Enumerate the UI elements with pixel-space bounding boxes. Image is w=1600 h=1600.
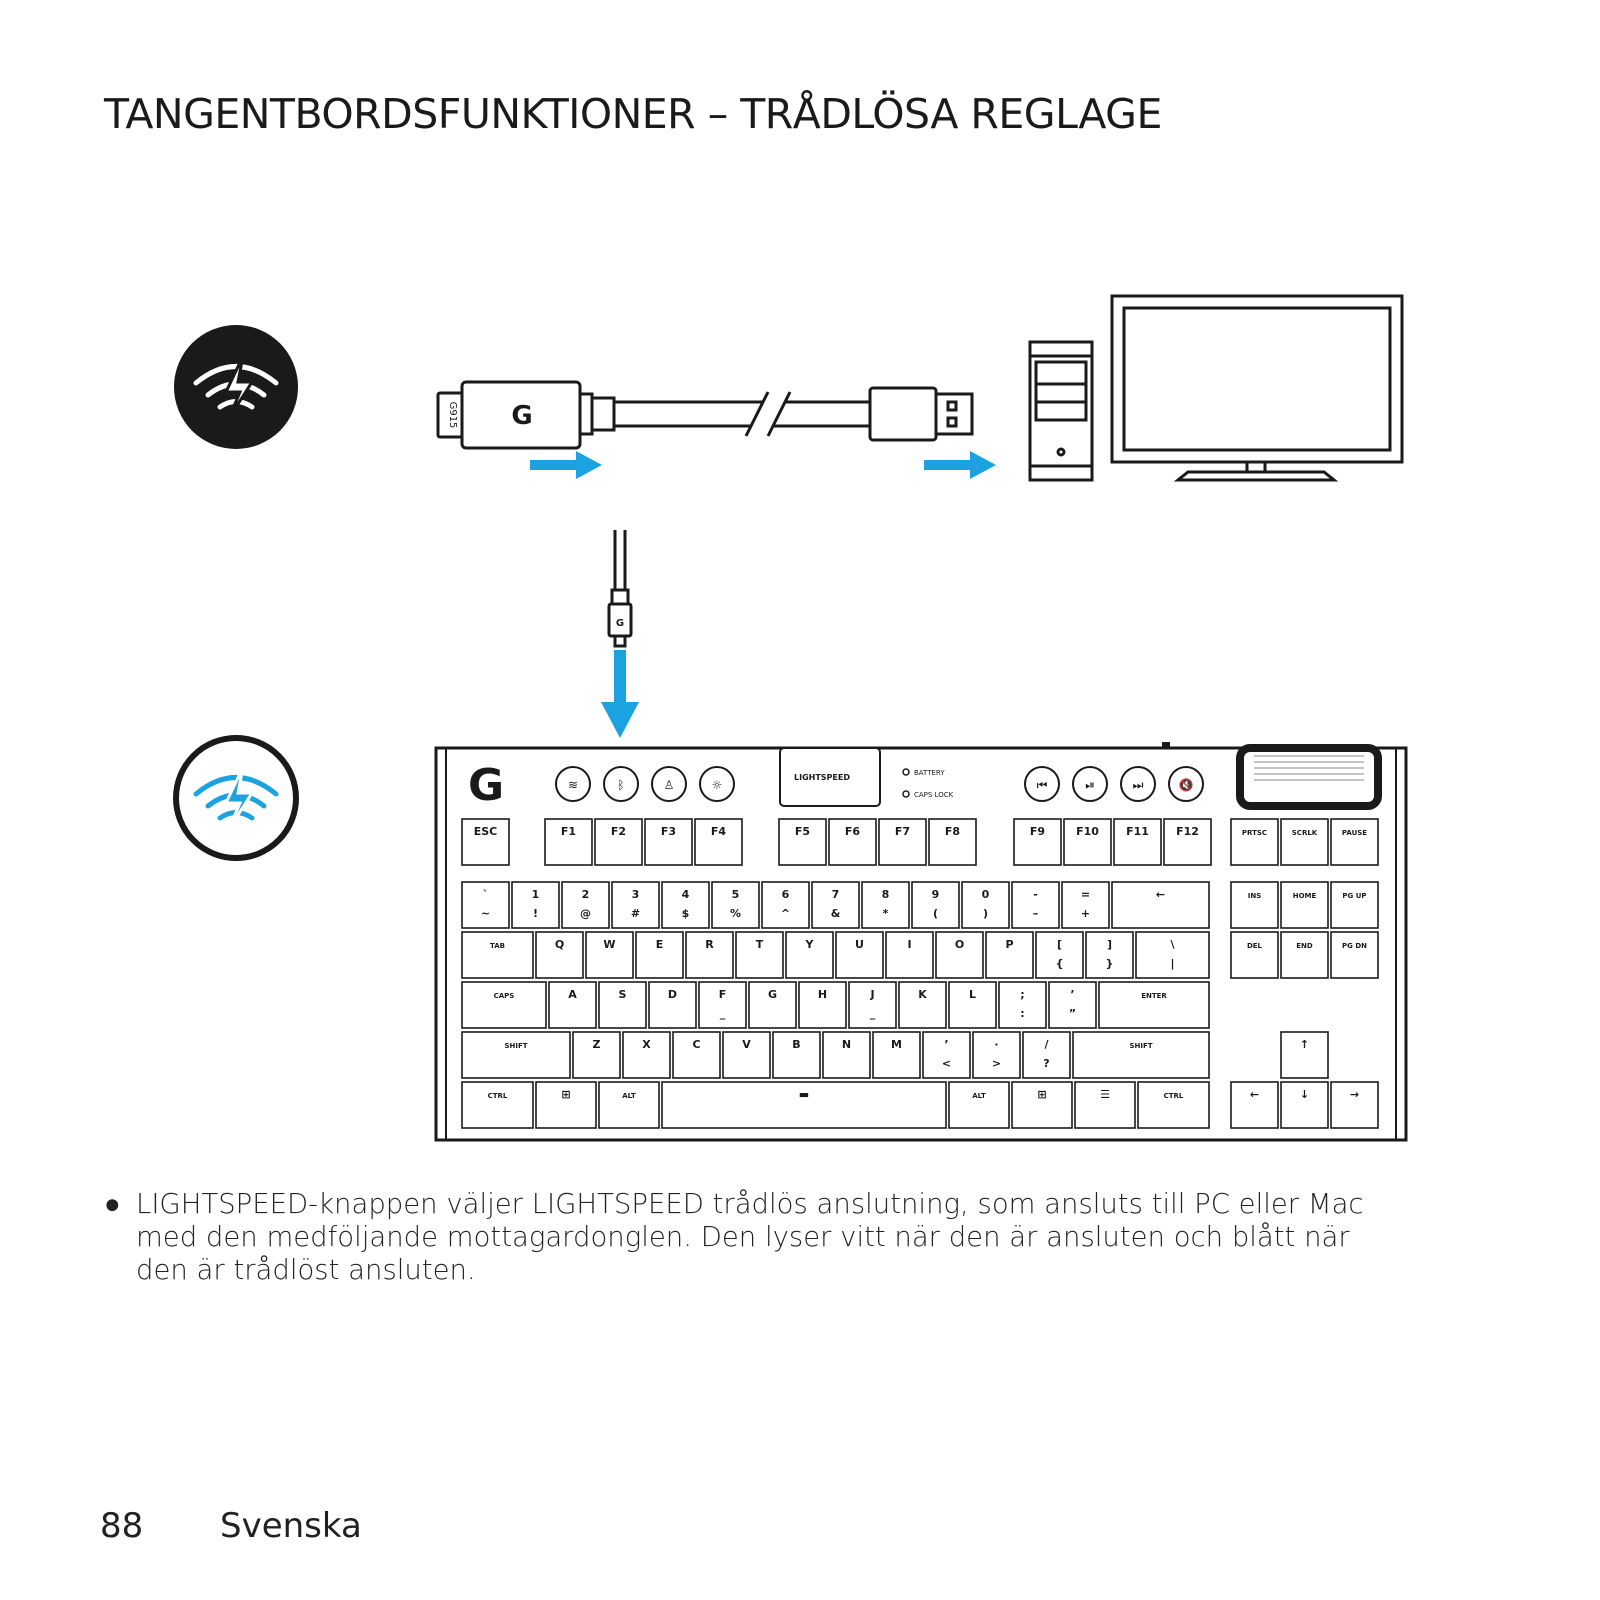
key-label: DEL <box>1246 942 1263 950</box>
key-label: 2 <box>581 888 590 901</box>
key-label: PG DN <box>1342 942 1367 950</box>
key-label: N <box>841 1038 852 1051</box>
key-label: Z <box>592 1038 601 1051</box>
receiver-dongle <box>438 382 614 448</box>
key-label: F1 <box>560 825 577 838</box>
usb-extension-cable <box>614 388 972 440</box>
key-sublabel: # <box>630 907 641 920</box>
key-nav <box>1231 932 1278 978</box>
key-label: ▬ <box>798 1088 810 1101</box>
key-label: X <box>642 1038 651 1051</box>
key-label: CTRL <box>487 1092 508 1100</box>
lightspeed-wireless-icon-dark <box>174 325 298 449</box>
key-label: ALT <box>622 1092 636 1100</box>
key-label: ← <box>1249 1088 1260 1101</box>
key-label: CTRL <box>1163 1092 1184 1100</box>
key-label: F <box>718 988 727 1001</box>
key-alt-right <box>949 1082 1009 1128</box>
key-label: U <box>855 938 864 951</box>
sun-icon: ☼ <box>711 778 723 792</box>
bluetooth-icon: ᛒ <box>617 778 625 792</box>
key-sublabel: % <box>729 907 742 920</box>
key-label: PG UP <box>1342 892 1367 900</box>
key-sublabel: | <box>1170 957 1175 970</box>
key-enter <box>1099 982 1209 1028</box>
key-label: → <box>1349 1088 1360 1101</box>
key-label: ’ <box>944 1038 949 1051</box>
prev-icon: ⏮ <box>1036 778 1048 792</box>
lightspeed-label: LIGHTSPEED <box>794 773 850 782</box>
key-nav <box>1281 882 1328 928</box>
key-label: K <box>918 988 927 1001</box>
lightspeed-wireless-icon-blue <box>176 738 296 858</box>
key-label: PAUSE <box>1341 829 1368 837</box>
key-ctrl-right <box>1138 1082 1209 1128</box>
key-sublabel: _ <box>869 1007 876 1020</box>
usb-charging-cable <box>609 530 631 646</box>
key-label: L <box>968 988 977 1001</box>
key-label: A <box>568 988 577 1001</box>
capslock-indicator-label: CAPS LOCK <box>914 791 954 799</box>
key-sublabel: ^ <box>780 907 791 920</box>
key-label: S <box>618 988 627 1001</box>
next-icon: ⏭ <box>1132 778 1144 792</box>
key-label: F7 <box>894 825 911 838</box>
key-label: 7 <box>831 888 840 901</box>
key-label: 4 <box>681 888 690 901</box>
key-label: 8 <box>881 888 890 901</box>
bullet-marker: ● <box>104 1188 121 1220</box>
key-shift-left <box>462 1032 570 1078</box>
key-label: = <box>1080 888 1091 901</box>
key-sublabel: ! <box>532 907 539 920</box>
key-label: PRTSC <box>1241 829 1268 837</box>
mute-icon: 🔇 <box>1178 778 1194 792</box>
key-label: CAPS <box>493 992 515 1000</box>
key-sublabel: * <box>882 907 889 920</box>
key-label: F11 <box>1126 825 1149 838</box>
key-label: W <box>603 938 616 951</box>
key-nav <box>1231 882 1278 928</box>
key-label: F4 <box>710 825 727 838</box>
key-label: 5 <box>731 888 740 901</box>
key-label: ; <box>1020 988 1025 1001</box>
key-label: P <box>1005 938 1014 951</box>
key-sublabel: & <box>830 907 841 920</box>
keyboard-logo: G <box>467 760 505 811</box>
key-label: O <box>954 938 965 951</box>
key-label: F9 <box>1029 825 1046 838</box>
key-label: ⊞ <box>561 1088 571 1101</box>
key-label: I <box>907 938 912 951</box>
key-label: V <box>742 1038 751 1051</box>
page-number: 88 <box>100 1506 144 1546</box>
cable-logo: G <box>615 618 625 629</box>
language-label: Svenska <box>220 1506 362 1546</box>
key-sublabel: ( <box>932 907 939 920</box>
key-label: ☰ <box>1100 1088 1110 1101</box>
key-label: ALT <box>972 1092 986 1100</box>
key-label: 6 <box>781 888 790 901</box>
key-label: F3 <box>660 825 677 838</box>
key-sublabel: @ <box>580 907 591 920</box>
key-label: HOME <box>1292 892 1317 900</box>
keyboard <box>436 742 1406 1140</box>
key-shift-right <box>1073 1032 1209 1078</box>
key-sublabel: { <box>1055 957 1064 970</box>
key-nav <box>1331 882 1378 928</box>
key-label: · <box>994 1038 999 1051</box>
key-caps <box>462 982 546 1028</box>
play-pause-icon: ⏯ <box>1085 778 1095 792</box>
dongle-label: G915 <box>447 401 458 429</box>
pc-tower <box>1030 342 1092 480</box>
key-label: H <box>817 988 828 1001</box>
key-sublabel: _ <box>719 1007 726 1020</box>
key-nav <box>1331 819 1378 865</box>
key-label: Y <box>805 938 814 951</box>
key-label: B <box>792 1038 801 1051</box>
key-label: \ <box>1170 938 1175 951</box>
key-tab <box>462 932 533 978</box>
key-label: SCRLK <box>1291 829 1318 837</box>
key-label: M <box>891 1038 902 1051</box>
key-label: F6 <box>844 825 861 838</box>
key-sublabel: ” <box>1068 1007 1077 1020</box>
key-label: D <box>667 988 678 1001</box>
key-sublabel: ) <box>982 907 989 920</box>
key-label: ← <box>1155 888 1166 901</box>
dongle-logo: G <box>511 401 533 431</box>
key-sublabel: ? <box>1043 1057 1050 1070</box>
lightspeed-icon: ≋ <box>567 778 579 792</box>
key-sublabel: > <box>991 1057 1002 1070</box>
key-label: 1 <box>531 888 540 901</box>
key-label: 0 <box>981 888 990 901</box>
key-label: TAB <box>490 942 505 950</box>
arrow-right-icon <box>530 451 602 479</box>
key-label: ` <box>482 888 489 901</box>
key-label: ENTER <box>1141 992 1167 1000</box>
key-alt-left <box>599 1082 659 1128</box>
key-label: SHIFT <box>504 1042 528 1050</box>
description-bullet <box>104 1188 1364 1287</box>
key-nav <box>1281 819 1328 865</box>
key-sublabel: $ <box>681 907 690 920</box>
key-sublabel: ~ <box>480 907 491 920</box>
key-nav <box>1331 932 1378 978</box>
key-label: F12 <box>1176 825 1199 838</box>
key-label: / <box>1044 1038 1049 1051</box>
arrow-down-icon <box>601 650 639 738</box>
battery-indicator-label: BATTERY <box>914 769 945 777</box>
key-label: ESC <box>473 825 498 838</box>
key-sublabel: – <box>1032 907 1039 920</box>
key-label: 3 <box>631 888 640 901</box>
key-label: F10 <box>1076 825 1099 838</box>
key-label: F5 <box>794 825 811 838</box>
key-nav <box>1281 932 1328 978</box>
key-label: INS <box>1247 892 1262 900</box>
key-sublabel: + <box>1080 907 1091 920</box>
key-label: SHIFT <box>1129 1042 1153 1050</box>
key-label: ’ <box>1070 988 1075 1001</box>
key-label: ↓ <box>1299 1088 1310 1101</box>
key-label: F8 <box>944 825 961 838</box>
key-sublabel: } <box>1105 957 1114 970</box>
joystick-icon: ♙ <box>663 778 675 792</box>
key-ctrl-left <box>462 1082 533 1128</box>
key-label: E <box>655 938 664 951</box>
key-label: END <box>1296 942 1313 950</box>
key-sublabel: < <box>941 1057 952 1070</box>
key-label: ] <box>1106 938 1113 951</box>
key-label: R <box>705 938 714 951</box>
monitor <box>1112 296 1402 480</box>
key-label: Q <box>554 938 565 951</box>
key-label: F2 <box>610 825 627 838</box>
key-label: T <box>755 938 764 951</box>
page-title: TANGENTBORDSFUNKTIONER – TRÅDLÖSA REGLAGE <box>104 90 1162 138</box>
key-nav <box>1231 819 1278 865</box>
key-label: 9 <box>931 888 940 901</box>
key-label: - <box>1033 888 1038 901</box>
key-label: J <box>870 988 875 1001</box>
key-label: ↑ <box>1299 1038 1310 1051</box>
key-label: G <box>767 988 778 1001</box>
key-sublabel: : <box>1020 1007 1025 1020</box>
arrow-right-icon <box>924 451 996 479</box>
key-label: [ <box>1056 938 1063 951</box>
key-label: C <box>692 1038 701 1051</box>
bullet-text: LIGHTSPEED-knappen väljer LIGHTSPEED trådlös anslutning, som ansluts till PC eller Mac med den medföljande mottagardonglen. Den lyser vitt när den är ansluten och blått när den är trådlöst ansluten. <box>136 1188 1364 1286</box>
key-label: ⊞ <box>1037 1088 1047 1101</box>
